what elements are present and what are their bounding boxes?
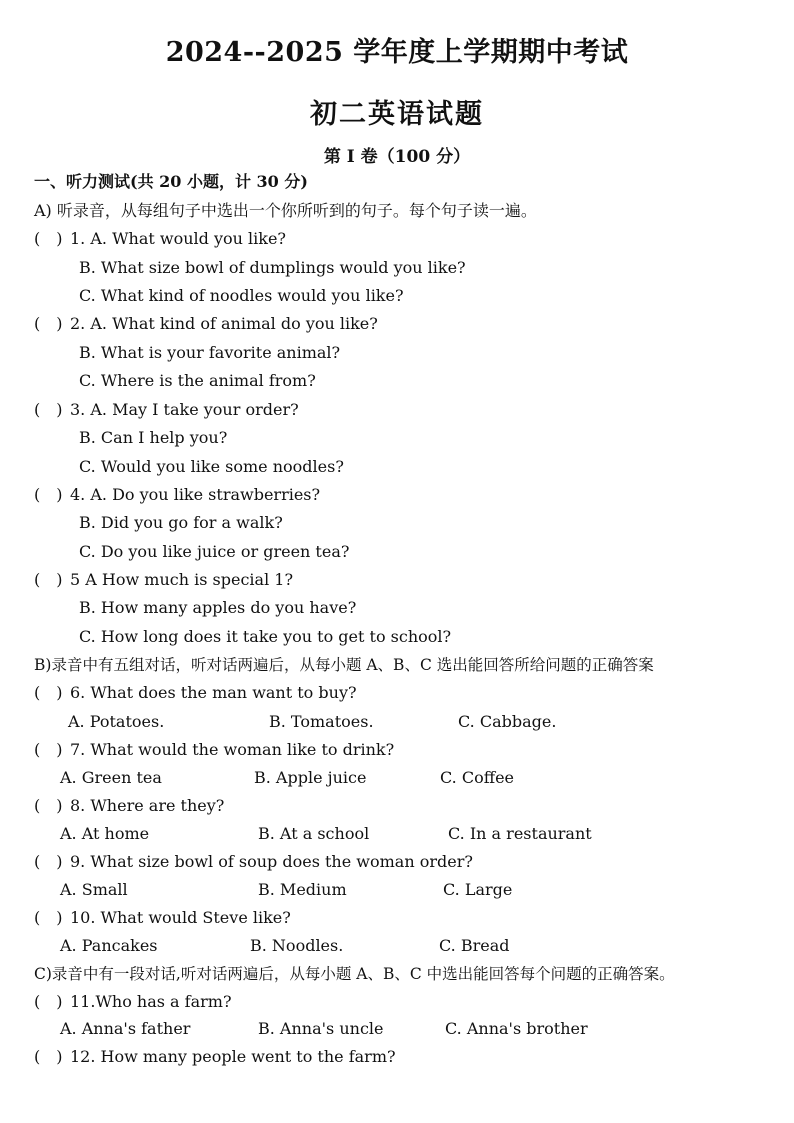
question-10 [34,908,291,928]
question-number: 1. [70,229,86,248]
question-8 [34,796,224,816]
option-c: C. What kind of noodles would you like? [79,286,404,305]
option-a: A. At home [60,824,150,843]
answer-blank[interactable]: ( ) [34,400,63,419]
question-2 [34,314,378,334]
option-c: C. Cabbage. [458,712,557,731]
option-b: B. At a school [258,824,370,843]
option-b: B. Can I help you? [79,428,228,447]
answer-blank[interactable]: ( ) [34,796,63,815]
answer-blank[interactable]: ( ) [34,908,63,927]
question-number: 4. [70,485,86,504]
option-b: B. What is your favorite animal? [79,343,341,362]
option-c: C. In a restaurant [448,824,592,843]
option-a: A. Small [60,880,128,899]
option-a: A. Pancakes [60,936,158,955]
answer-blank[interactable]: ( ) [34,1047,63,1066]
answer-blank[interactable]: ( ) [34,852,63,871]
answer-blank[interactable]: ( ) [34,992,63,1011]
question-number: 2. [70,314,86,333]
option-b: B. Noodles. [250,936,344,955]
option-c: C. Large [443,880,513,899]
option-a: A. May I take your order? [90,400,299,419]
option-c: C. How long does it take you to get to school? [79,627,452,646]
question-3 [34,400,299,420]
option-b: B. Apple juice [254,768,367,787]
answer-blank[interactable]: ( ) [34,314,63,333]
question-9 [34,852,473,872]
question-11 [34,992,232,1012]
question-stem: 9. What size bowl of soup does the woman order? [70,852,473,871]
option-c: C. Anna's brother [445,1019,588,1038]
section-title: 一、听力测试(共 20 小题，计 30 分) [34,172,308,191]
question-stem: 10. What would Steve like? [70,908,291,927]
part-b-instruction: B)录音中有五组对话，听对话两遍后，从每小题 A、B、C 选出能回答所给问题的正确答案 [34,656,654,674]
option-c: C. Do you like juice or green tea? [79,542,350,561]
option-b: B. How many apples do you have? [79,598,357,617]
option-b: B. Did you go for a walk? [79,513,283,532]
option-a: A. Anna's father [60,1019,191,1038]
subject-title: 初二英语试题 [310,99,484,130]
exam-title: 2024--2025 学年度上学期期中考试 [165,37,629,68]
option-b: B. What size bowl of dumplings would you like? [79,258,466,277]
option-a: A. What kind of animal do you like? [90,314,378,333]
option-b: B. Anna's uncle [258,1019,384,1038]
option-c: C. Coffee [440,768,515,787]
option-a: A. Potatoes. [68,712,165,731]
question-5 [34,570,293,590]
answer-blank[interactable]: ( ) [34,740,63,759]
question-stem: 8. Where are they? [70,796,225,815]
question-stem: 11.Who has a farm? [70,992,232,1011]
option-a: A How much is special 1? [85,570,294,589]
question-stem: 12. How many people went to the farm? [70,1047,396,1066]
question-6 [34,683,357,703]
volume-label: 第 I 卷（100 分） [323,147,471,167]
answer-blank[interactable]: ( ) [34,485,63,504]
question-1 [34,229,286,249]
option-b: B. Tomatoes. [269,712,374,731]
question-12 [34,1047,396,1067]
option-a: A. Do you like strawberries? [90,485,321,504]
option-a: A. Green tea [60,768,162,787]
part-c-instruction: C)录音中有一段对话,听对话两遍后，从每小题 A、B、C 中选出能回答每个问题的正确答案。 [34,965,675,983]
question-number: 3. [70,400,86,419]
option-c: C. Bread [439,936,510,955]
answer-blank[interactable]: ( ) [34,683,63,702]
answer-blank[interactable]: ( ) [34,570,63,589]
option-b: B. Medium [258,880,347,899]
question-stem: 6. What does the man want to buy? [70,683,357,702]
answer-blank[interactable]: ( ) [34,229,63,248]
question-number: 5 [70,570,81,589]
option-a: A. What would you like? [90,229,287,248]
question-4 [34,485,320,505]
part-a-instruction: A) 听录音，从每组句子中选出一个你所听到的句子。每个句子读一遍。 [34,201,537,220]
question-stem: 7. What would the woman like to drink? [70,740,395,759]
option-c: C. Where is the animal from? [79,371,316,390]
option-c: C. Would you like some noodles? [79,457,344,476]
question-7 [34,740,394,760]
